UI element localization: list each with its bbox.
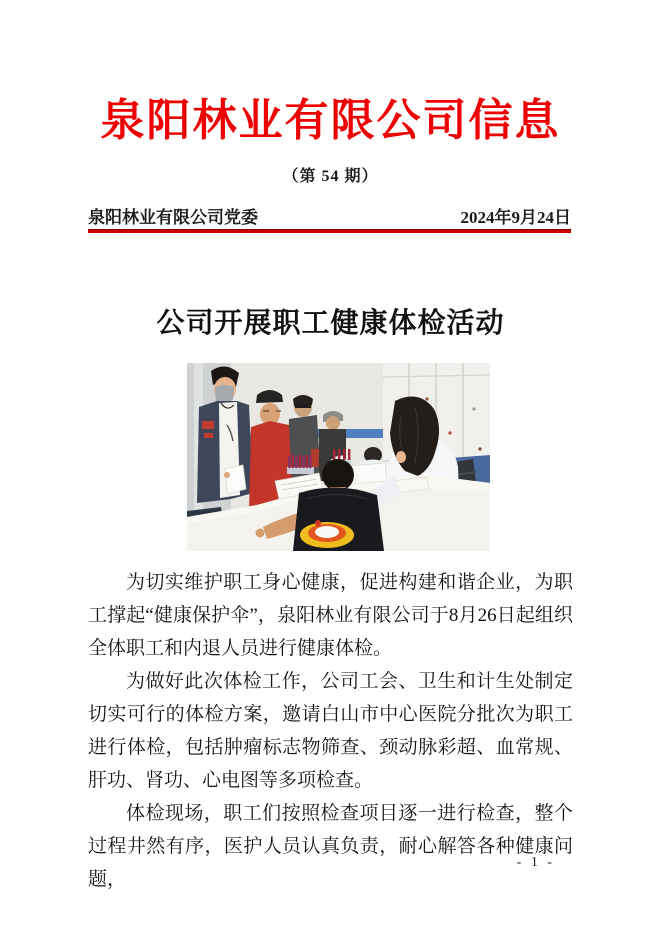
article-title: 公司开展职工健康体检活动 <box>156 308 505 339</box>
page-number: - 1 - <box>516 855 555 870</box>
article-body <box>88 566 573 896</box>
issue-number: （第 54 期） <box>282 168 379 185</box>
paragraph: 为切实维护职工身心健康，促进构建和谐企业，为职工撑起“健康保护伞”，泉阳林业有限公司于8月26日起组织全体职工和内退人员进行健康体检。 <box>88 572 573 659</box>
issuer-name: 泉阳林业有限公司党委 <box>88 208 258 227</box>
masthead-title: 泉阳林业有限公司信息 <box>100 96 561 145</box>
health-checkup-photo <box>187 363 490 551</box>
photo-illustration <box>187 363 490 551</box>
red-divider-rule <box>88 229 571 233</box>
issue-date: 2024年9月24日 <box>460 208 571 227</box>
paragraph: 体检现场，职工们按照检查项目逐一进行检查，整个过程井然有序，医护人员认真负责，耐心解答各种健康问题， <box>88 803 573 890</box>
paragraph: 为做好此次体检工作，公司工会、卫生和计生处制定切实可行的体检方案，邀请白山市中心医院分批次为职工进行体检，包括肿瘤标志物筛查、颈动脉彩超、血常规、肝功、肾功、心电图等多项检查。 <box>88 671 573 791</box>
header-row <box>88 203 571 228</box>
